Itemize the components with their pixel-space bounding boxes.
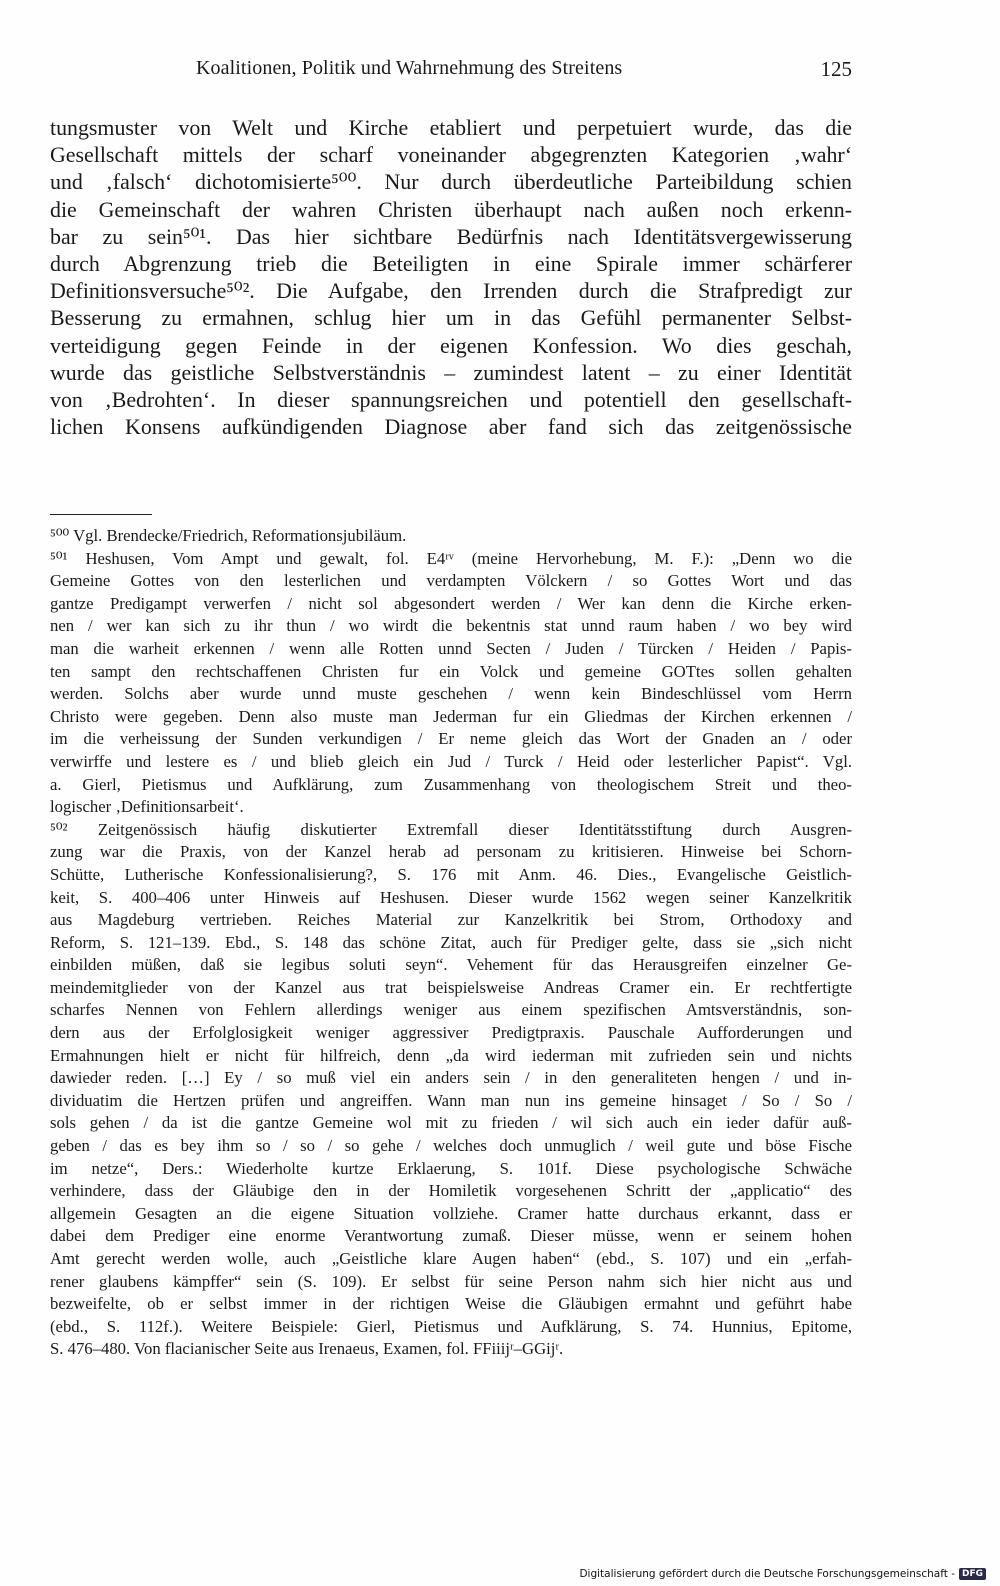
body-line: wurde das geistliche Selbstverständnis – zumindest latent – zu einer Identität: [50, 359, 852, 385]
body-line: verteidigung gegen Feinde in der eigenen Konfession. Wo dies geschah,: [50, 332, 852, 358]
body-line: von ‚Bedrohten‘. In dieser spannungsreichen und potentiell den gesellschaft-: [50, 386, 852, 412]
body-line: Definitionsversuche⁵⁰². Die Aufgabe, den Irrenden durch die Strafpredigt zur: [50, 278, 852, 304]
body-line: bar zu sein⁵⁰¹. Das hier sichtbare Bedürfnis nach Identitätsvergewisserung: [50, 223, 852, 249]
page-number: 125: [820, 57, 852, 81]
footnote-line: nen / wer kan sich zu ihr thun / wo wirdt die bekentnis stat unnd raum haben / wo bey wird: [50, 616, 852, 636]
footnote-line: S. 476–480. Von flacianischer Seite aus Irenaeus, Examen, fol. FFiiijʳ–GGijʳ.: [50, 1339, 564, 1359]
footnote-line: allgemein Gesagten an die eigene Situation vollziehe. Cramer hatte durchaus erkannt, dass er: [50, 1203, 852, 1223]
footnote-line: dabei dem Prediger eine enorme Verantwortung zumaß. Dieser müsse, wenn er seinem hohen: [50, 1226, 852, 1246]
footnote-line: man die warheit erkennen / wenn alle Rotten unnd Secten / Juden / Türcken / Heiden / Papis-: [50, 638, 852, 658]
footnote-line: dividuatim die Hertzen prüfen und angreiffen. Wann man nun ins gemeine hinsaget / So / So /: [50, 1090, 852, 1110]
footnote-line: Schütte, Lutherische Konfessionalisierung?, S. 176 mit Anm. 46. Dies., Evangelische Geistlich-: [50, 864, 852, 884]
footnote-line: Amt gerecht werden wolle, auch „Geistliche klare Augen haben“ (ebd., S. 107) und ein „erfah-: [50, 1249, 852, 1268]
body-line: durch Abgrenzung trieb die Beteiligten in eine Spirale immer schärferer: [50, 250, 852, 276]
footnote-line: aus Magdeburg vertrieben. Reiches Material zur Kanzelkritik bei Strom, Orthodoxy and: [50, 910, 852, 930]
footnote-line: bezweifelte, ob er selbst immer in der richtigen Weise die Gläubigen ermahnt und geführt habe: [50, 1294, 852, 1314]
footnote-line: ⁵⁰⁰ Vgl. Brendecke/Friedrich, Reformationsjubiläum.: [50, 526, 407, 545]
footnote-line: dawieder reden. […] Ey / so muß viel ein anders sein / in den generaliteten hengen / und in-: [50, 1068, 852, 1088]
footnote-line: werden. Solchs aber wurde unnd muste geschehen / wenn kein Bindeschlüssel vom Herrn: [50, 684, 852, 704]
footnote-line: (ebd., S. 112f.). Weitere Beispiele: Gierl, Pietismus und Aufklärung, S. 74. Hunnius, Epitome,: [50, 1316, 852, 1336]
footnote-line: ten sampt den rechtschaffenen Christen fur ein Volck und gemeine GOTtes sollen gehalten: [50, 661, 852, 681]
footnote-line: a. Gierl, Pietismus und Aufklärung, zum Zusammenhang von theologischem Streit und theo-: [50, 774, 852, 794]
footnote-line: Reform, S. 121–139. Ebd., S. 148 das schöne Zitat, auch für Prediger gelte, dass sie „sich nicht: [50, 932, 852, 952]
body-line: lichen Konsens aufkündigenden Diagnose aber fand sich das zeitgenössische: [50, 414, 852, 440]
footnote-line: im die verheissung der Sunden verkundigen / Er neme gleich das Wort der Gnaden an / oder: [50, 729, 852, 749]
footnote-line: Christo were gegeben. Denn also muste man Jederman fur ein Gliedmas der Kirchen erkennen /: [50, 706, 852, 726]
body-line: Besserung zu ermahnen, schlug hier um in das Gefühl permanenter Selbst-: [50, 305, 852, 331]
footnotes: [50, 525, 852, 1361]
footnote-line: einbilden müßen, daß sie legibus soluti seyn“. Vehement für das Herausgreifen einzelner Ge-: [50, 955, 852, 975]
footnote-line: logischer ‚Definitionsarbeit‘.: [50, 797, 244, 817]
digitization-credit: [579, 1568, 986, 1580]
running-title: Koalitionen, Politik und Wahrnehmung des Streitens: [196, 57, 623, 79]
footnote-line: Gemeine Gottes von den lesterlichen und verdampten Völckern / so Gottes Wort und das: [50, 571, 852, 591]
footnote-line: geben / das es bey ihm so / so / so gehe / welches doch unmuglich / weil gute und böse Fische: [50, 1136, 852, 1156]
footnote-line: im netze“, Ders.: Wiederholte kurtze Erklaerung, S. 101f. Diese psychologische Schwäche: [50, 1158, 852, 1178]
footnote-line: Ermahnungen hielt er nicht für hilfreich, denn „da wird iederman mit zufrieden sein und nichts: [50, 1045, 852, 1065]
body-line: tungsmuster von Welt und Kirche etabliert und perpetuiert wurde, das die: [50, 115, 852, 140]
footnote-line: verwirffe und lestere es / und blieb gleich ein Jud / Turck / Heid oder lesterlicher Papist“. Vgl.: [50, 751, 852, 771]
footnote-separator: [50, 514, 152, 515]
body-line: und ‚falsch‘ dichotomisierte⁵⁰⁰. Nur durch überdeutliche Parteibildung schien: [50, 169, 852, 195]
running-header: [0, 57, 1000, 89]
footnote-line: rener glaubens kämpffer“ sein (S. 109). Er selbst für seine Person nahm sich hier nicht aus und: [50, 1271, 852, 1291]
body-line: Gesellschaft mittels der scharf voneinander abgegrenzten Kategorien ‚wahr‘: [50, 142, 852, 168]
footnote-line: dern aus der Erfolglosigkeit weniger aggressiver Predigtpraxis. Pauschale Aufforderungen und: [50, 1023, 852, 1043]
footnote-line: keit, S. 400–406 unter Hinweis auf Heshusen. Dieser wurde 1562 wegen seiner Kanzelkritik: [50, 887, 852, 907]
footnote-line: zung war die Praxis, von der Kanzel herab ad personam zu kritisieren. Hinweise bei Schorn-: [50, 842, 852, 862]
main-text: [50, 114, 852, 440]
credit-text: Digitalisierung gefördert durch die Deutsche Forschungsgemeinschaft -: [579, 1568, 955, 1580]
footnote-line: meindemitglieder von der Kanzel aus trat beispielsweise Andreas Cramer ein. Er rechtfertigte: [50, 977, 852, 997]
footnote-line: scharfes Nennen von Fehlern allerdings weniger aus einem spezifischen Amtsverständnis, son-: [50, 1000, 852, 1020]
body-line: die Gemeinschaft der wahren Christen überhaupt nach außen noch erkenn-: [50, 196, 852, 222]
footnote-line: ⁵⁰¹ Heshusen, Vom Ampt und gewalt, fol. E4ʳᵛ (meine Hervorhebung, M. F.): „Denn wo die: [50, 548, 852, 568]
footnote-line: gantze Predigampt verwerfen / nicht sol abgesondert werden / Wer kan denn die Kirche erken-: [50, 593, 852, 613]
footnote-line: verhindere, dass der Gläubige den in der Homiletik vorgesehenen Schritt der „applicatio“ des: [50, 1181, 852, 1201]
dfg-logo: DFG: [959, 1568, 986, 1580]
footnote-line: sols gehen / da ist die gantze Gemeine wol mit zu frieden / wil sich auch ein ieder dafür auß-: [50, 1113, 852, 1133]
footnote-line: ⁵⁰² Zeitgenössisch häufig diskutierter Extremfall dieser Identitätsstiftung durch Ausgren-: [50, 819, 852, 839]
